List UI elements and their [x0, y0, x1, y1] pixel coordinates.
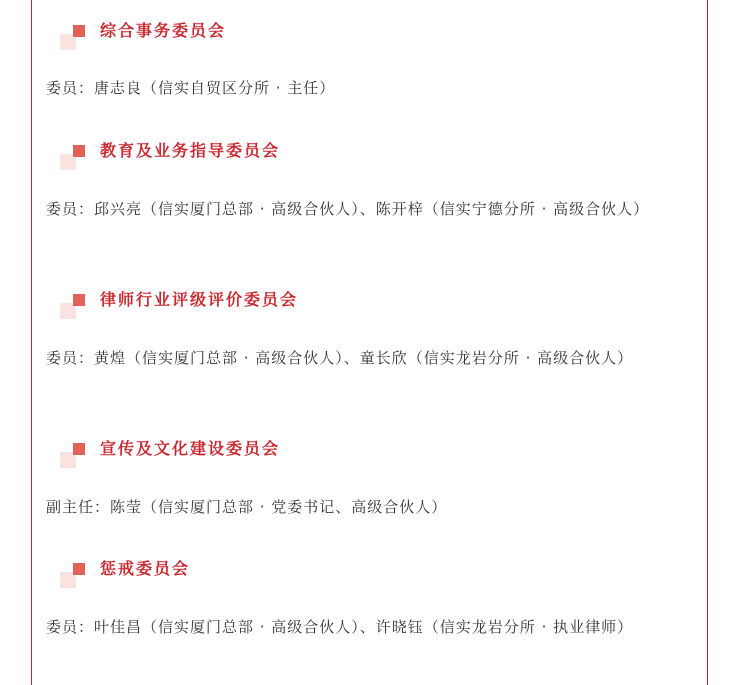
section-heading	[60, 438, 660, 472]
content-frame	[31, 0, 708, 685]
square-bullet-icon	[60, 438, 100, 472]
section-title: 律师行业评级评价委员会	[100, 290, 299, 309]
member-text: 委员：黄煌（信实厦门总部 · 高级合伙人）、童长欣（信实龙岩分所 · 高级合伙人）	[46, 349, 634, 367]
member-text: 委员：唐志良（信实自贸区分所 · 主任）	[46, 79, 336, 97]
section-heading	[60, 20, 660, 54]
section-heading	[60, 558, 660, 592]
section-heading	[60, 140, 660, 174]
section-title: 惩戒委员会	[100, 559, 191, 578]
member-text: 委员：邱兴亮（信实厦门总部 · 高级合伙人）、陈开梓（信实宁德分所 · 高级合伙人）	[46, 200, 650, 218]
member-text: 副主任：陈莹（信实厦门总部 · 党委书记、高级合伙人）	[46, 498, 448, 516]
square-bullet-icon	[60, 20, 100, 54]
section-title: 教育及业务指导委员会	[100, 141, 281, 160]
square-bullet-icon	[60, 140, 100, 174]
section-heading	[60, 289, 660, 323]
section-title: 综合事务委员会	[100, 21, 227, 40]
section-title: 宣传及文化建设委员会	[100, 439, 281, 458]
square-bullet-icon	[60, 289, 100, 323]
square-bullet-icon	[60, 558, 100, 592]
member-text: 委员：叶佳昌（信实厦门总部 · 高级合伙人）、许晓钰（信实龙岩分所 · 执业律师）	[46, 618, 634, 636]
